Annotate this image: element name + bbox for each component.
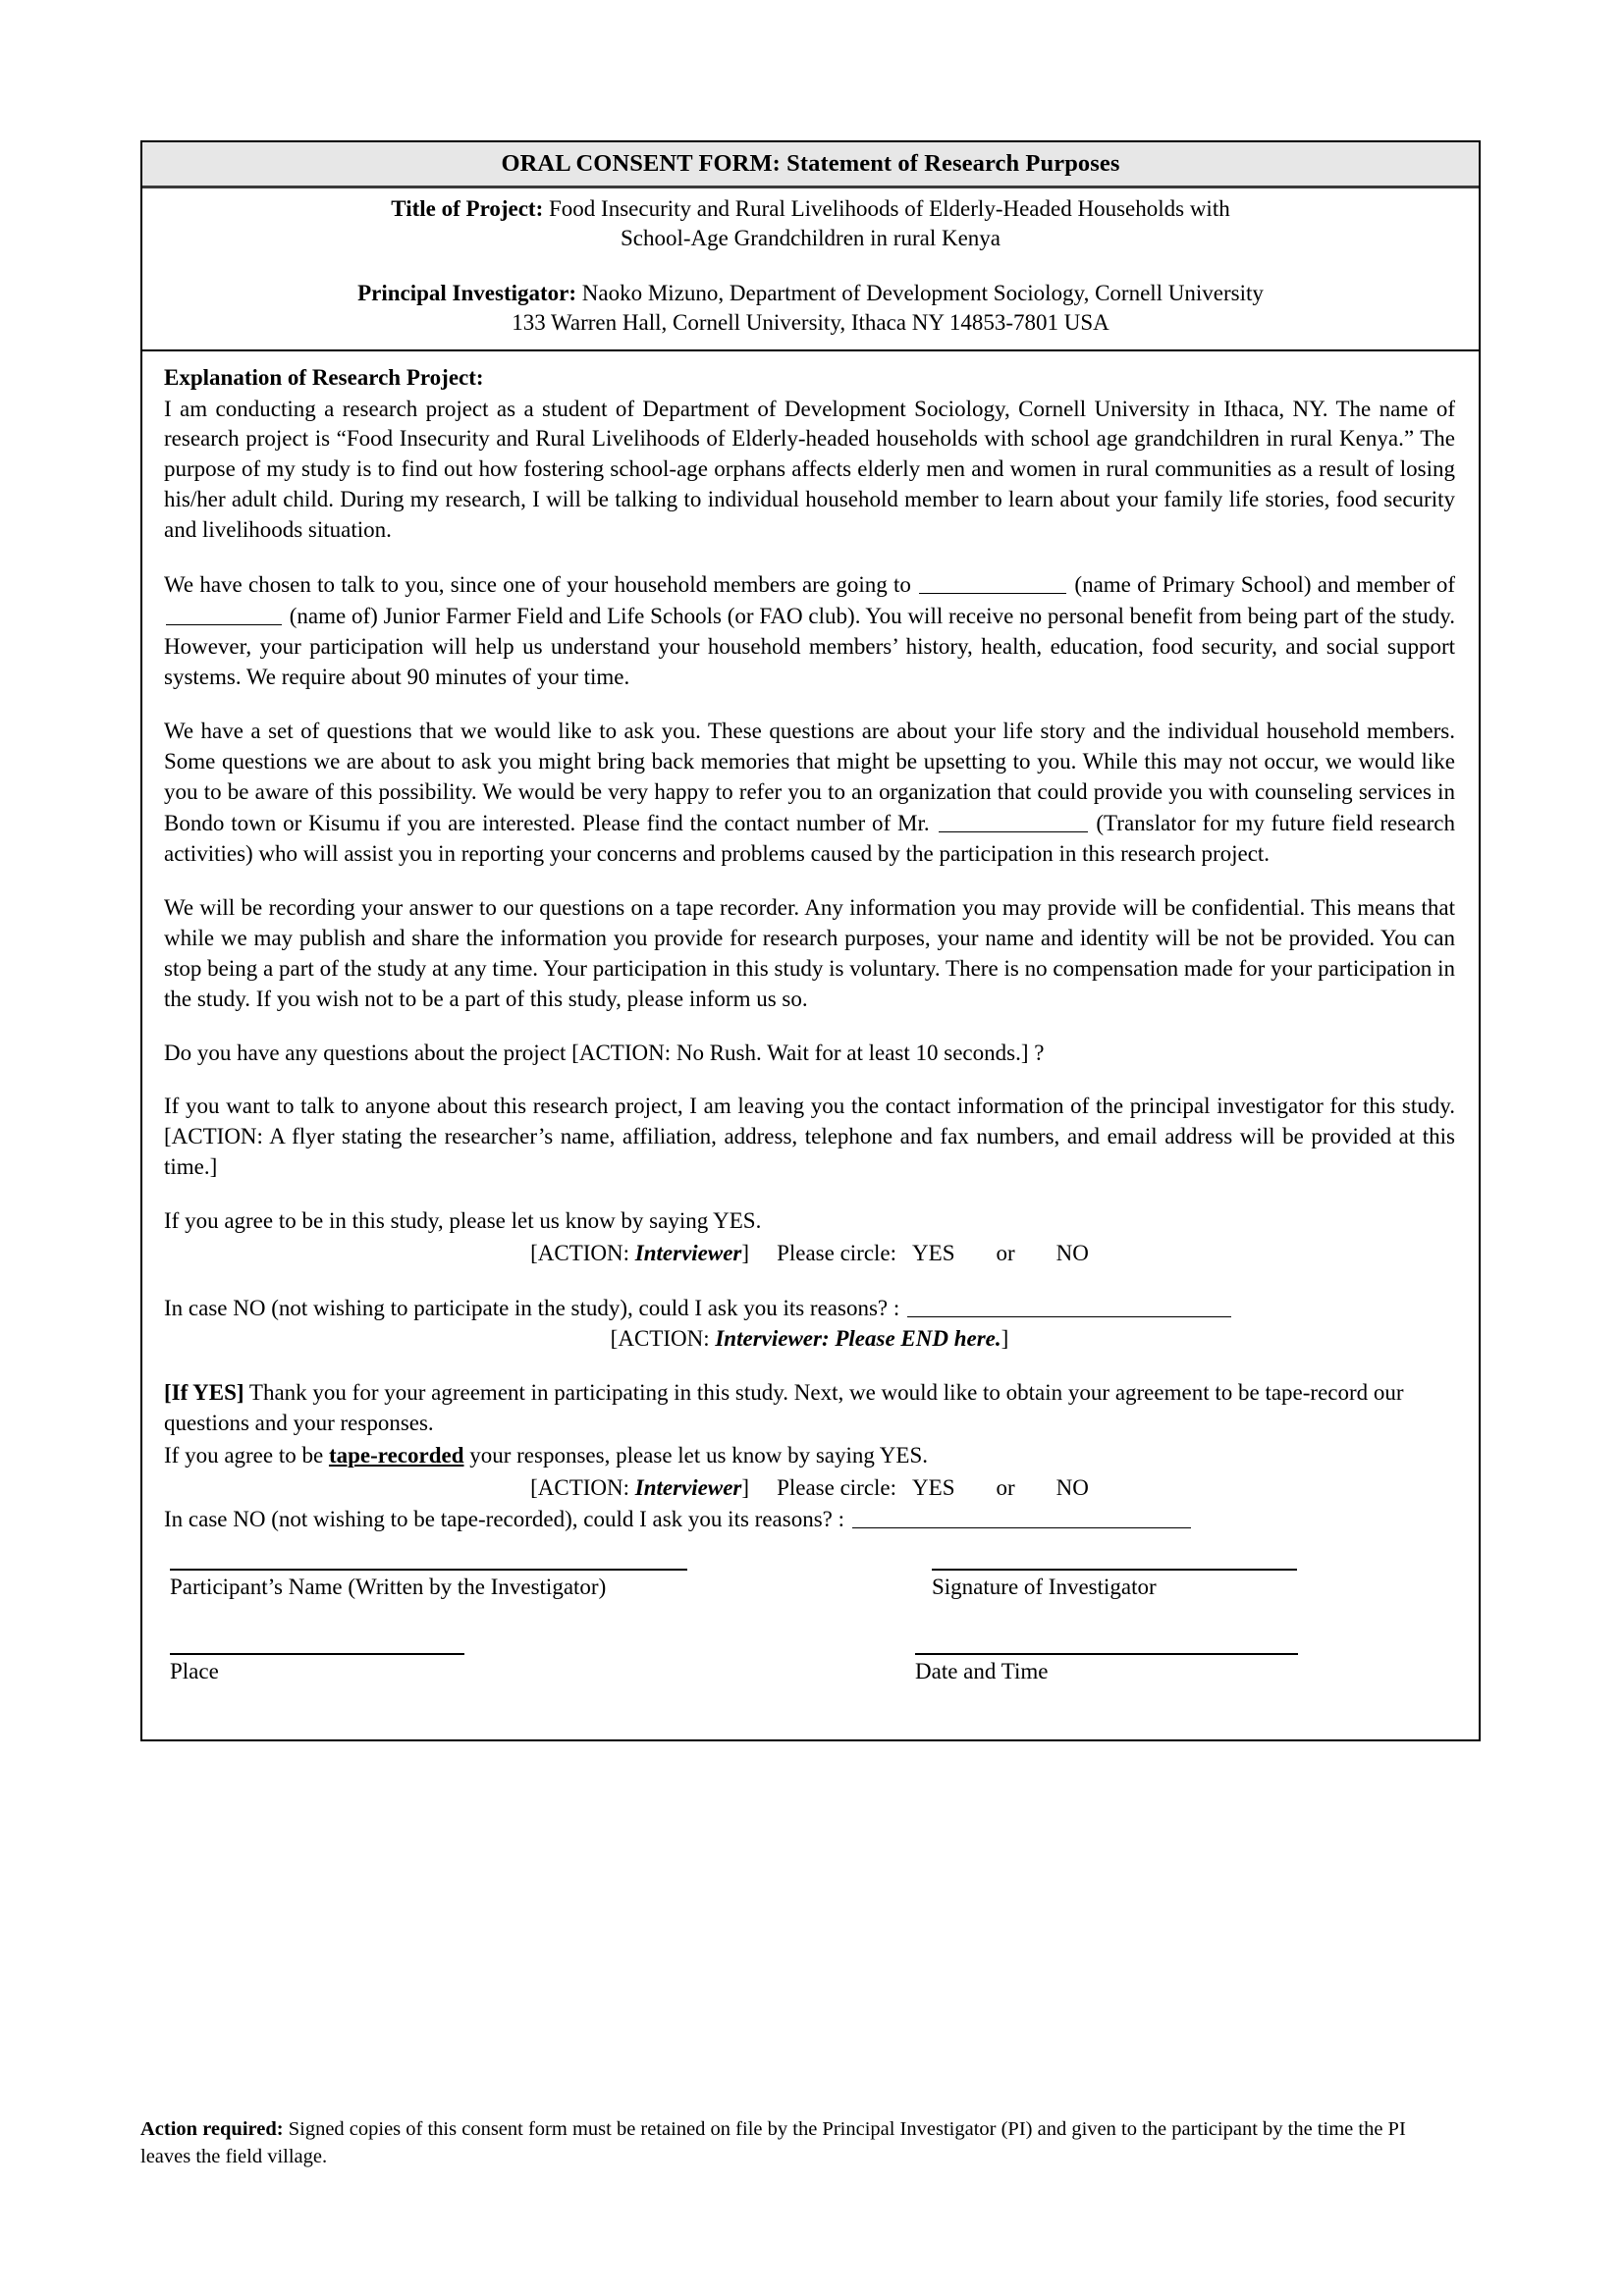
action-close-2: ] — [1001, 1326, 1009, 1352]
action-close-1: ] — [741, 1241, 750, 1266]
paragraph-contact-flyer: If you want to talk to anyone about this research project, I am leaving you the contact information of the principal investigator for this study. [ACTION: A flyer stating the researcher’s name, affiliation, address, telephone and fax numbers, and email address will be provided at this time.] — [164, 1094, 1455, 1180]
para3-part-b: (Translator for my future field research activities) who will assist you in reporting your concerns and problems caused by the participation in this research project. — [164, 811, 1455, 866]
paragraph-questions-prompt: Do you have any questions about the project [ACTION: No Rush. Wait for at least 10 seconds.] ? — [164, 1040, 1045, 1065]
case-no-study-text: In case NO (not wishing to participate in the study), could I ask you its reasons? : — [164, 1296, 906, 1321]
signature-area — [164, 1569, 1455, 1724]
tape-recorded-emphasis: tape-recorded — [328, 1442, 464, 1468]
signature-row-names — [164, 1569, 1455, 1653]
action-required-note — [140, 2115, 1427, 2171]
para3-part-a: We have a set of questions that we would like to ask you. These questions are about your life story and the individual household members. Some questions we are about to ask you might bring back memories that might be upsetting to you. While this may not occur, we would like you to be aware of this possibility. We would be very happy to refer you to an organization that could provide you with counseling services in Bondo town or Kisumu if you are interested. Please find the contact number of Mr. — [164, 719, 1455, 836]
paragraph-questions-and-counseling — [164, 717, 1455, 870]
paragraph-explanation: I am conducting a research project as a student of Department of Development Sociology, Cornell University in Ithaca, NY. The name of research project is “Food Insecurity and Rural Livelihoods of Elderly-headed households with school age grandchildren in rural Kenya.” The purpose of my study is to find out how fostering school-age orphans affects elderly men and women in rural communities as a result of losing his/her adult child. During my research, I will be talking to individual household member to learn about your family life stories, food security and livelihoods situation. — [164, 396, 1455, 543]
agree-statement: If you agree to be in this study, please let us know by saying YES. — [164, 1208, 762, 1234]
interviewer-emphasis-2: Interviewer — [634, 1474, 742, 1500]
place-caption: Place — [170, 1658, 219, 1683]
club-name-blank[interactable] — [166, 601, 282, 625]
or-label-2: or — [996, 1474, 1015, 1500]
case-no-study-line — [164, 1293, 1455, 1324]
action-end-here-line — [164, 1324, 1455, 1355]
no-option-study[interactable]: NO — [1055, 1241, 1089, 1266]
project-title-line-2: School-Age Grandchildren in rural Kenya — [620, 225, 1001, 250]
project-title-line-1 — [164, 194, 1457, 224]
title-and-investigator-block — [142, 188, 1479, 351]
action-bracket-study — [530, 1239, 749, 1269]
project-title-text-1: Food Insecurity and Rural Livelihoods of Elderly-Headed Households with — [543, 196, 1230, 222]
yes-option-study[interactable]: YES — [912, 1241, 955, 1266]
if-yes-paragraph — [164, 1378, 1455, 1439]
interviewer-emphasis-1: Interviewer — [634, 1241, 742, 1266]
circle-instruction-tape — [164, 1473, 1455, 1504]
action-required-label: Action required: — [140, 2118, 284, 2140]
paragraph-selection-reason — [164, 569, 1455, 693]
or-label-1: or — [996, 1241, 1015, 1266]
date-time-caption: Date and Time — [915, 1658, 1049, 1683]
action-open-2: [ACTION: — [610, 1326, 716, 1352]
principal-investigator-text: Naoko Mizuno, Department of Development Sociology, Cornell University — [576, 280, 1264, 305]
para2-part-a: We have chosen to talk to you, since one of your household members are going to — [164, 572, 918, 598]
para2-part-b: (name of Primary School) and member of — [1068, 572, 1455, 598]
case-no-study-reason-blank[interactable] — [907, 1293, 1231, 1317]
place-rule[interactable] — [170, 1653, 464, 1655]
yes-option-tape[interactable]: YES — [912, 1474, 955, 1500]
title-of-project-label: Title of Project: — [391, 196, 544, 222]
participant-name-rule[interactable] — [170, 1569, 687, 1571]
action-open-1: [ACTION: — [530, 1241, 635, 1266]
consent-form-box — [140, 140, 1481, 1741]
explanation-heading: Explanation of Research Project: — [164, 364, 484, 390]
form-banner-title: ORAL CONSENT FORM: Statement of Research Purposes — [142, 142, 1479, 188]
case-no-tape-reason-blank[interactable] — [852, 1504, 1191, 1528]
action-open-3: [ACTION: — [530, 1474, 635, 1500]
action-required-text: Signed copies of this consent form must be retained on file by the Principal Investigator (PI) and given to the participant by the time the PI leaves the field village. — [140, 2118, 1406, 2168]
investigator-signature-caption: Signature of Investigator — [932, 1574, 1157, 1599]
signature-row-place-date — [164, 1653, 1455, 1724]
paragraph-recording-confidentiality: We will be recording your answer to our questions on a tape recorder. Any information you may provide will be confidential. This means that while we may publish and share the information you provide for research purposes, your name and identity will be not be provided. You can stop being a part of the study at any time. Your participation in this study is voluntary. There is no compensation made for your participation in the study. If you wish not to be a part of this study, please inform us so. — [164, 894, 1455, 1011]
translator-contact-blank[interactable] — [939, 808, 1088, 832]
action-bracket-tape — [530, 1473, 749, 1504]
please-circle-label-1: Please circle: — [777, 1241, 897, 1266]
para2-part-c: (name of) Junior Farmer Field and Life Schools (or FAO club). You will receive no personal benefit from being part of the study. However, your participation will help us understand your household members’ history, health, education, food security, and social support systems. We require about 90 minutes of your time. — [164, 604, 1455, 690]
please-circle-label-2: Please circle: — [777, 1474, 897, 1500]
if-yes-text: Thank you for your agreement in participating in this study. Next, we would like to obtain your agreement to be tape-record our questions and your responses. — [164, 1380, 1404, 1435]
tape-line-part-a: If you agree to be — [164, 1442, 329, 1468]
principal-investigator-label: Principal Investigator: — [357, 280, 577, 305]
tape-line-part-b: your responses, please let us know by saying YES. — [463, 1442, 928, 1468]
school-name-blank[interactable] — [919, 569, 1066, 594]
action-close-3: ] — [741, 1474, 750, 1500]
no-option-tape[interactable]: NO — [1055, 1474, 1089, 1500]
form-body — [142, 351, 1479, 1739]
if-yes-label: [If YES] — [164, 1380, 244, 1406]
header-spacer — [164, 253, 1457, 279]
interviewer-end-emphasis: Interviewer: Please END here. — [715, 1326, 1001, 1352]
investigator-signature-rule[interactable] — [932, 1569, 1297, 1571]
principal-investigator-line-1 — [164, 279, 1457, 308]
tape-recorded-agreement-line — [164, 1441, 1455, 1471]
participant-name-caption: Participant’s Name (Written by the Investigator) — [170, 1574, 607, 1599]
principal-investigator-address: 133 Warren Hall, Cornell University, Ithaca NY 14853-7801 USA — [512, 309, 1109, 335]
date-time-rule[interactable] — [915, 1653, 1298, 1655]
case-no-tape-line — [164, 1504, 1455, 1535]
case-no-tape-text: In case NO (not wishing to be tape-recorded), could I ask you its reasons? : — [164, 1506, 850, 1531]
circle-instruction-study — [164, 1239, 1455, 1269]
